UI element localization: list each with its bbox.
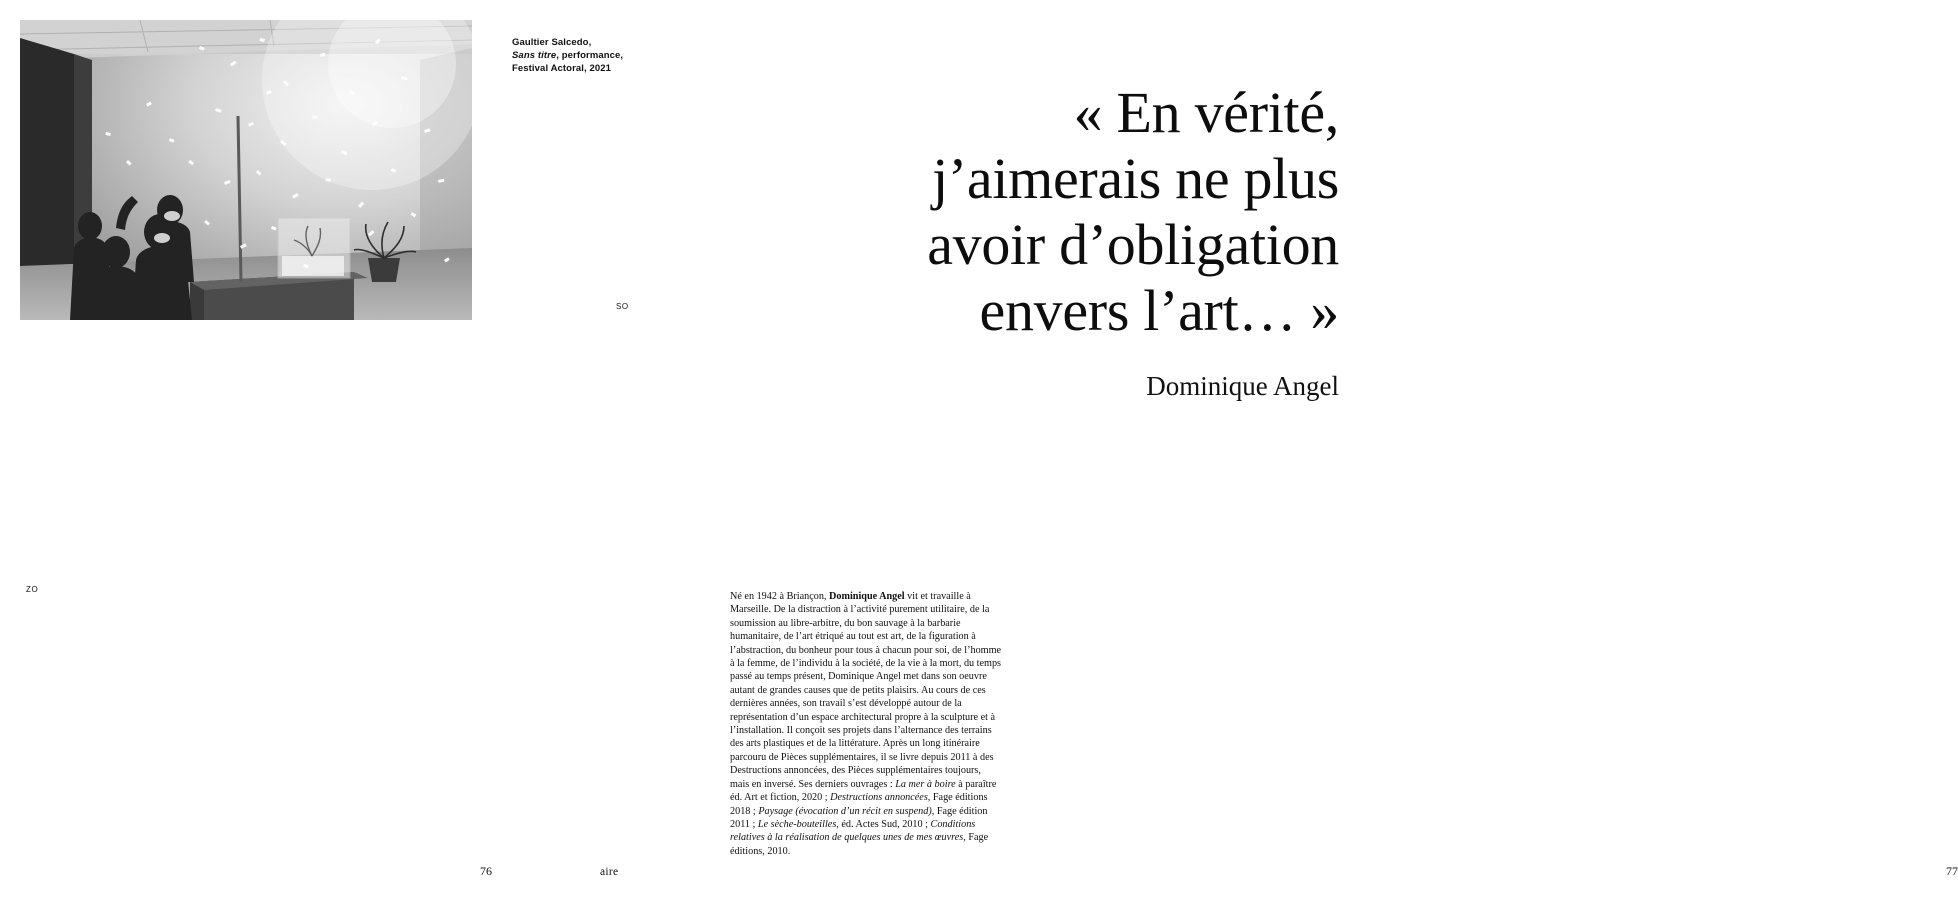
quote-line-2: j’aimerais ne plus (932, 146, 1339, 211)
quote-line-1: « En vérité, (1073, 80, 1339, 145)
photo-caption (512, 36, 662, 75)
folio-right: 77 (1946, 864, 1958, 878)
artist-biography: Né en 1942 à Briançon, Dominique Angel vit et travaille à Marseille. De la distraction à l’activité purement utilitaire, de la soumission au libre-arbitre, du bon sauvage à la barbarie humanitaire, de l’art étriqué au tout est art, de la figuration à l’abstraction, du bonheur pour tous à chacun pour soi, de l’homme à la femme, de l’individu à la société, de la vie à la mort, du temps passé au temps présent, Dominique Angel met dans son oeuvre autant de grandes causes que de petits plaisirs. Au cours de ces dernières années, son travail s’est développé autour de la représentation d’un espace architectural propre à la sculpture et à l’installation. Il conçoit ses projets dans l’alternance des terrains des arts plastiques et de la littérature. Après un long itinéraire parcouru de Pièces supplémentaires, il se livre depuis 2011 à des Destructions annoncées, des Pièces supplémentaires toujours, mais en inversé. Ses derniers ouvrages : La mer à boire à paraître éd. Art et fiction, 2020 ; Destructions annoncées, Fage éditions 2018 ; Paysage (évocation d’un récit en suspend), Fage édition 2011 ; Le sèche-bouteilles, éd. Actes Sud, 2010 ; Conditions relatives à la réalisation de quelques unes de mes œuvres, Fage éditions, 2010. (730, 591, 1002, 857)
quote-line-4: envers l’art… » (979, 278, 1339, 343)
pull-quote (794, 80, 1339, 344)
photo-illustration (20, 20, 472, 320)
caption-work-title: Sans titre (512, 50, 557, 61)
footer-publication-name: aire (600, 866, 619, 878)
caption-line-1: Gaultier Salcedo, (512, 37, 592, 48)
marker-so: SO (616, 302, 629, 311)
quote-attribution: Dominique Angel (1146, 371, 1339, 401)
right-page (674, 0, 1958, 913)
left-page (0, 0, 674, 913)
performance-photo (20, 20, 472, 320)
quote-line-3: avoir d’obligation (927, 212, 1339, 277)
caption-line-2-rest: , performance, (556, 50, 624, 61)
marker-zo: ZO (26, 585, 39, 594)
caption-line-3: Festival Actoral, 2021 (512, 63, 612, 74)
folio-left: 76 (480, 864, 492, 878)
